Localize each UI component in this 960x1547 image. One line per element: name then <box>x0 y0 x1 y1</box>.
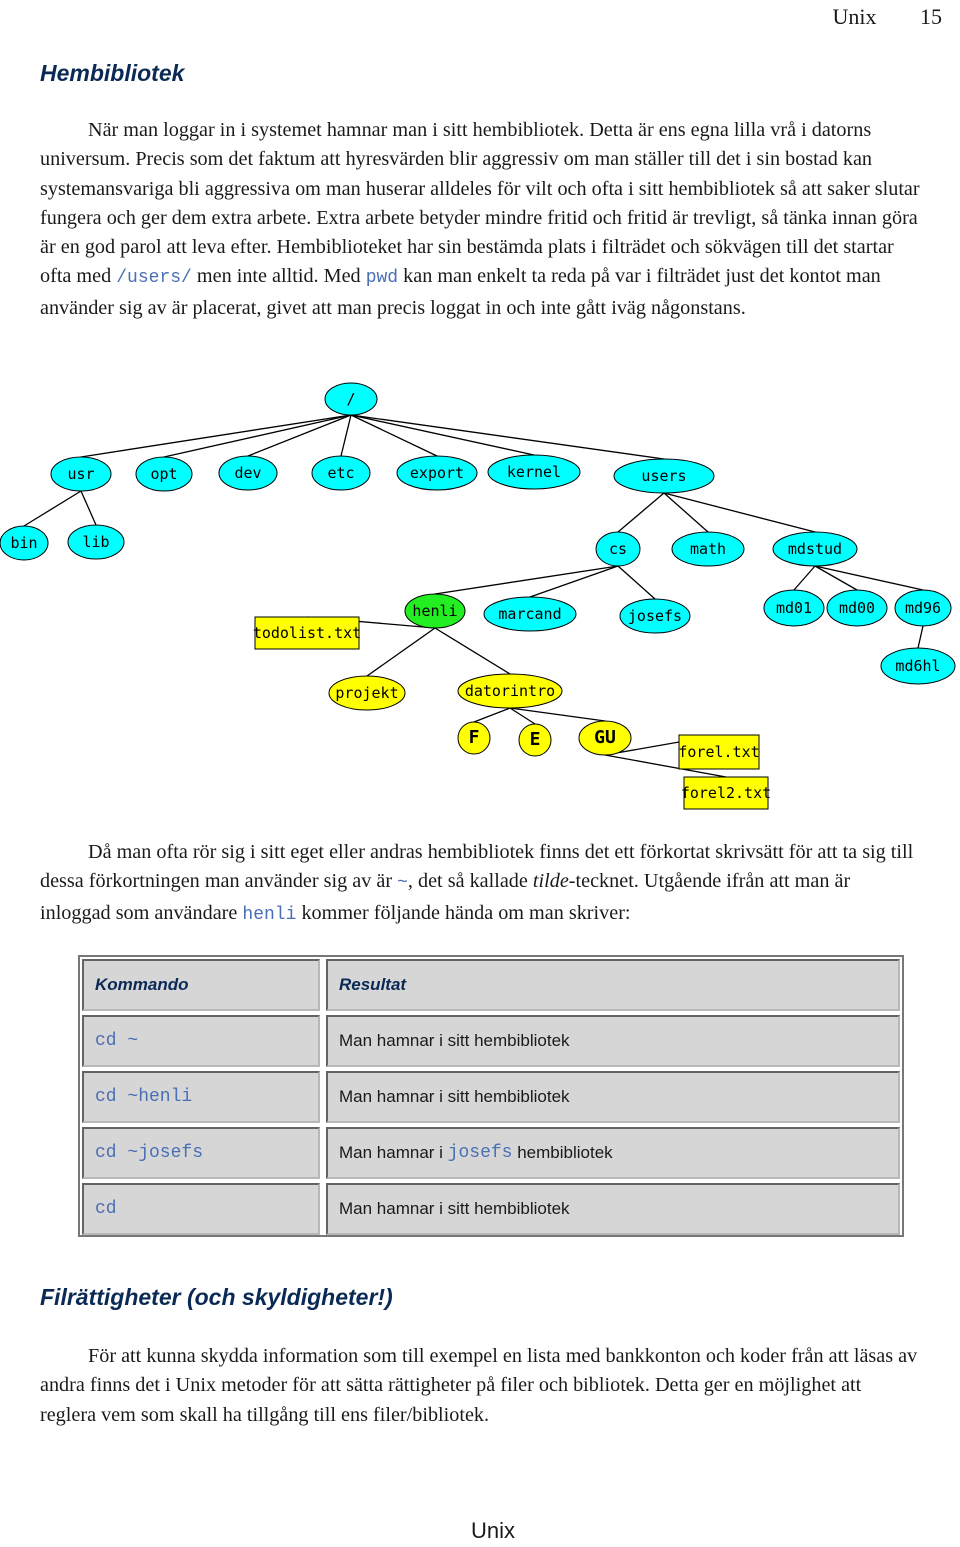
code-users-path: /users/ <box>116 268 192 289</box>
command-text: cd ~josefs <box>95 1143 204 1163</box>
node-label: forel2.txt <box>680 784 772 802</box>
tree-edge-cs-josefs <box>618 566 655 599</box>
table-cell-command <box>82 1071 320 1123</box>
paragraph-tilde <box>40 838 920 930</box>
node-label: F <box>468 727 480 748</box>
tree-edge-root-etc <box>341 415 351 456</box>
node-label: md96 <box>904 599 942 617</box>
tree-node-root <box>325 383 377 415</box>
command-text: cd ~ <box>95 1031 139 1051</box>
text-run: , det så kallade <box>407 870 533 893</box>
node-label: usr <box>67 465 95 483</box>
tree-node-todolist <box>253 617 361 649</box>
code-josefs: josefs <box>447 1143 513 1163</box>
node-label: marcand <box>498 605 562 623</box>
page-number: 15 <box>920 4 942 29</box>
tree-edge-henli-projekt <box>367 628 435 676</box>
tree-node-forel <box>678 735 759 769</box>
tree-node-forel2 <box>681 777 771 809</box>
table-cell-result <box>326 1127 900 1179</box>
node-label: kernel <box>506 463 562 481</box>
tree-edge-datorintro-F <box>474 708 510 722</box>
tree-edge-root-opt <box>164 415 351 457</box>
code-henli: henli <box>242 904 297 925</box>
tree-node-F <box>458 722 490 754</box>
tree-node-md96 <box>895 590 951 626</box>
node-label: cs <box>608 540 628 558</box>
node-label: henli <box>412 602 458 620</box>
node-label: export <box>409 464 465 482</box>
tree-node-lib <box>68 525 124 559</box>
table-cell-result: Man hamnar i sitt hembibliotek <box>326 1071 900 1123</box>
node-label: mdstud <box>787 540 843 558</box>
tree-node-josefs <box>620 599 690 633</box>
node-label: lib <box>82 533 110 551</box>
tree-node-GU <box>579 721 631 755</box>
tree-edge-users-cs <box>618 493 664 532</box>
paragraph-text <box>40 116 920 323</box>
text-run: Då man ofta rör sig i sitt eget eller andras hembibliotek finns det ett förkortat skrivsätt för att ta sig till dessa förkortningen man använder sig av är <box>40 841 914 893</box>
node-label: md01 <box>775 599 813 617</box>
node-label: todolist.txt <box>252 624 362 642</box>
command-text: cd ~henli <box>95 1087 193 1107</box>
text-run: När man loggar in i systemet hamnar man i sitt hembibliotek. Detta är ens egna lilla vrå i datorns universum. Precis som det faktum att hyresvärden blir aggressiv om man ställer till det i sin bostad kan systemansvariga bli aggressiva om man huserar alldeles för vilt och ofta i sitt hembibliotek så att saker slutar fungera och ger dem extra arbete. Extra arbete betyder mindre fritid och fritid är trevligt, så tänka innan göra är en god parol att leva efter. Hembiblioteket har sin bestämda plats i filträdet och sökvägen till det startar ofta med <box>40 119 920 288</box>
tree-edge-md96-md6hl <box>918 626 923 648</box>
result-text: Man hamnar i <box>339 1143 448 1162</box>
tree-edge-henli-datorintro <box>435 628 510 674</box>
tree-node-md00 <box>827 590 887 626</box>
command-table <box>78 955 904 1237</box>
tree-node-opt <box>136 457 192 491</box>
tree-node-E <box>519 724 551 756</box>
node-label: E <box>529 729 541 750</box>
tree-node-users <box>614 459 714 493</box>
node-label: opt <box>150 465 178 483</box>
tree-node-usr <box>51 457 111 491</box>
tree-edge-root-kernel <box>351 415 534 455</box>
directory-tree-diagram <box>0 378 960 810</box>
node-label: md00 <box>838 599 876 617</box>
page-footer: Unix <box>470 1518 515 1543</box>
table-cell-command <box>82 1015 320 1067</box>
code-tilde: ~ <box>397 873 408 894</box>
tree-edge-cs-henli <box>435 566 618 594</box>
node-label: forel.txt <box>678 743 760 761</box>
node-label: bin <box>10 534 38 552</box>
node-label: projekt <box>335 684 399 702</box>
tree-node-marcand <box>484 597 576 631</box>
node-label: / <box>346 390 356 408</box>
table-cell-command <box>82 1127 320 1179</box>
tree-edge-root-dev <box>248 415 351 456</box>
paragraph-text: För att kunna skydda information som till exempel en lista med bankkonton och koder från att läsas av andra finns det i Unix metoder för att sätta rättigheter på filer och bibliotek. Detta ger en möjlighet att reglera vem som skall ha tillgång till ens filer/bibliotek. <box>40 1345 918 1426</box>
italic-tilde: tilde <box>532 870 569 893</box>
tree-node-projekt <box>329 676 405 710</box>
page-header <box>795 4 943 30</box>
tree-node-md6hl <box>881 648 955 684</box>
header-title: Unix <box>832 4 877 29</box>
tree-edge-mdstud-md96 <box>815 566 923 590</box>
table-cell-result: Man hamnar i sitt hembibliotek <box>326 1183 900 1235</box>
heading-filrattigheter: Filrättigheter (och skyldigheter!) <box>40 1284 393 1310</box>
tree-edge-usr-bin <box>24 491 81 526</box>
tree-edge-cs-marcand <box>530 566 618 597</box>
tree-node-datorintro <box>458 674 562 708</box>
node-label: users <box>641 467 687 485</box>
tree-node-math <box>672 532 744 566</box>
command-text: cd <box>95 1199 117 1219</box>
tree-edge-mdstud-md01 <box>794 566 815 590</box>
tree-edge-mdstud-md00 <box>815 566 857 590</box>
text-run: kommer följande hända om man skriver: <box>296 901 631 924</box>
node-label: math <box>689 540 727 558</box>
tree-node-md01 <box>764 590 824 626</box>
tree-node-kernel <box>488 455 580 489</box>
code-pwd: pwd <box>365 268 399 289</box>
heading-hembibliotek: Hembibliotek <box>40 60 185 86</box>
tree-node-etc <box>312 456 370 490</box>
tree-node-cs <box>596 532 640 566</box>
text-run: -tecknet. Utgående ifrån att man är inloggad som användare <box>40 870 851 924</box>
table-cell-result: Man hamnar i sitt hembibliotek <box>326 1015 900 1067</box>
table-header-resultat: Resultat <box>326 959 900 1011</box>
paragraph-filrattigheter <box>40 1342 920 1430</box>
tree-node-dev <box>219 456 277 490</box>
tree-node-export <box>397 456 477 490</box>
tree-node-bin <box>0 526 48 560</box>
result-text: hembibliotek <box>512 1143 613 1162</box>
paragraph-text <box>40 838 920 930</box>
node-label: GU <box>594 727 616 748</box>
table-cell-command <box>82 1183 320 1235</box>
tree-node-henli <box>405 594 465 628</box>
node-label: md6hl <box>895 657 941 675</box>
text-run: men inte alltid. Med <box>191 265 366 288</box>
table-header-kommando: Kommando <box>82 959 320 1011</box>
tree-edge-datorintro-GU <box>510 708 605 721</box>
node-label: etc <box>327 464 355 482</box>
text-run: kan man enkelt ta reda på var i filträdet just det kontot man använder sig av är placerat, givet att man precis loggat in och inte gått iväg någonstans. <box>40 265 881 319</box>
tree-edge-root-usr <box>81 415 351 457</box>
tree-node-mdstud <box>773 532 857 566</box>
tree-edge-usr-lib <box>81 491 96 525</box>
node-label: josefs <box>627 607 683 625</box>
node-label: dev <box>234 464 262 482</box>
paragraph-hembibliotek <box>40 116 920 323</box>
node-label: datorintro <box>464 682 556 700</box>
